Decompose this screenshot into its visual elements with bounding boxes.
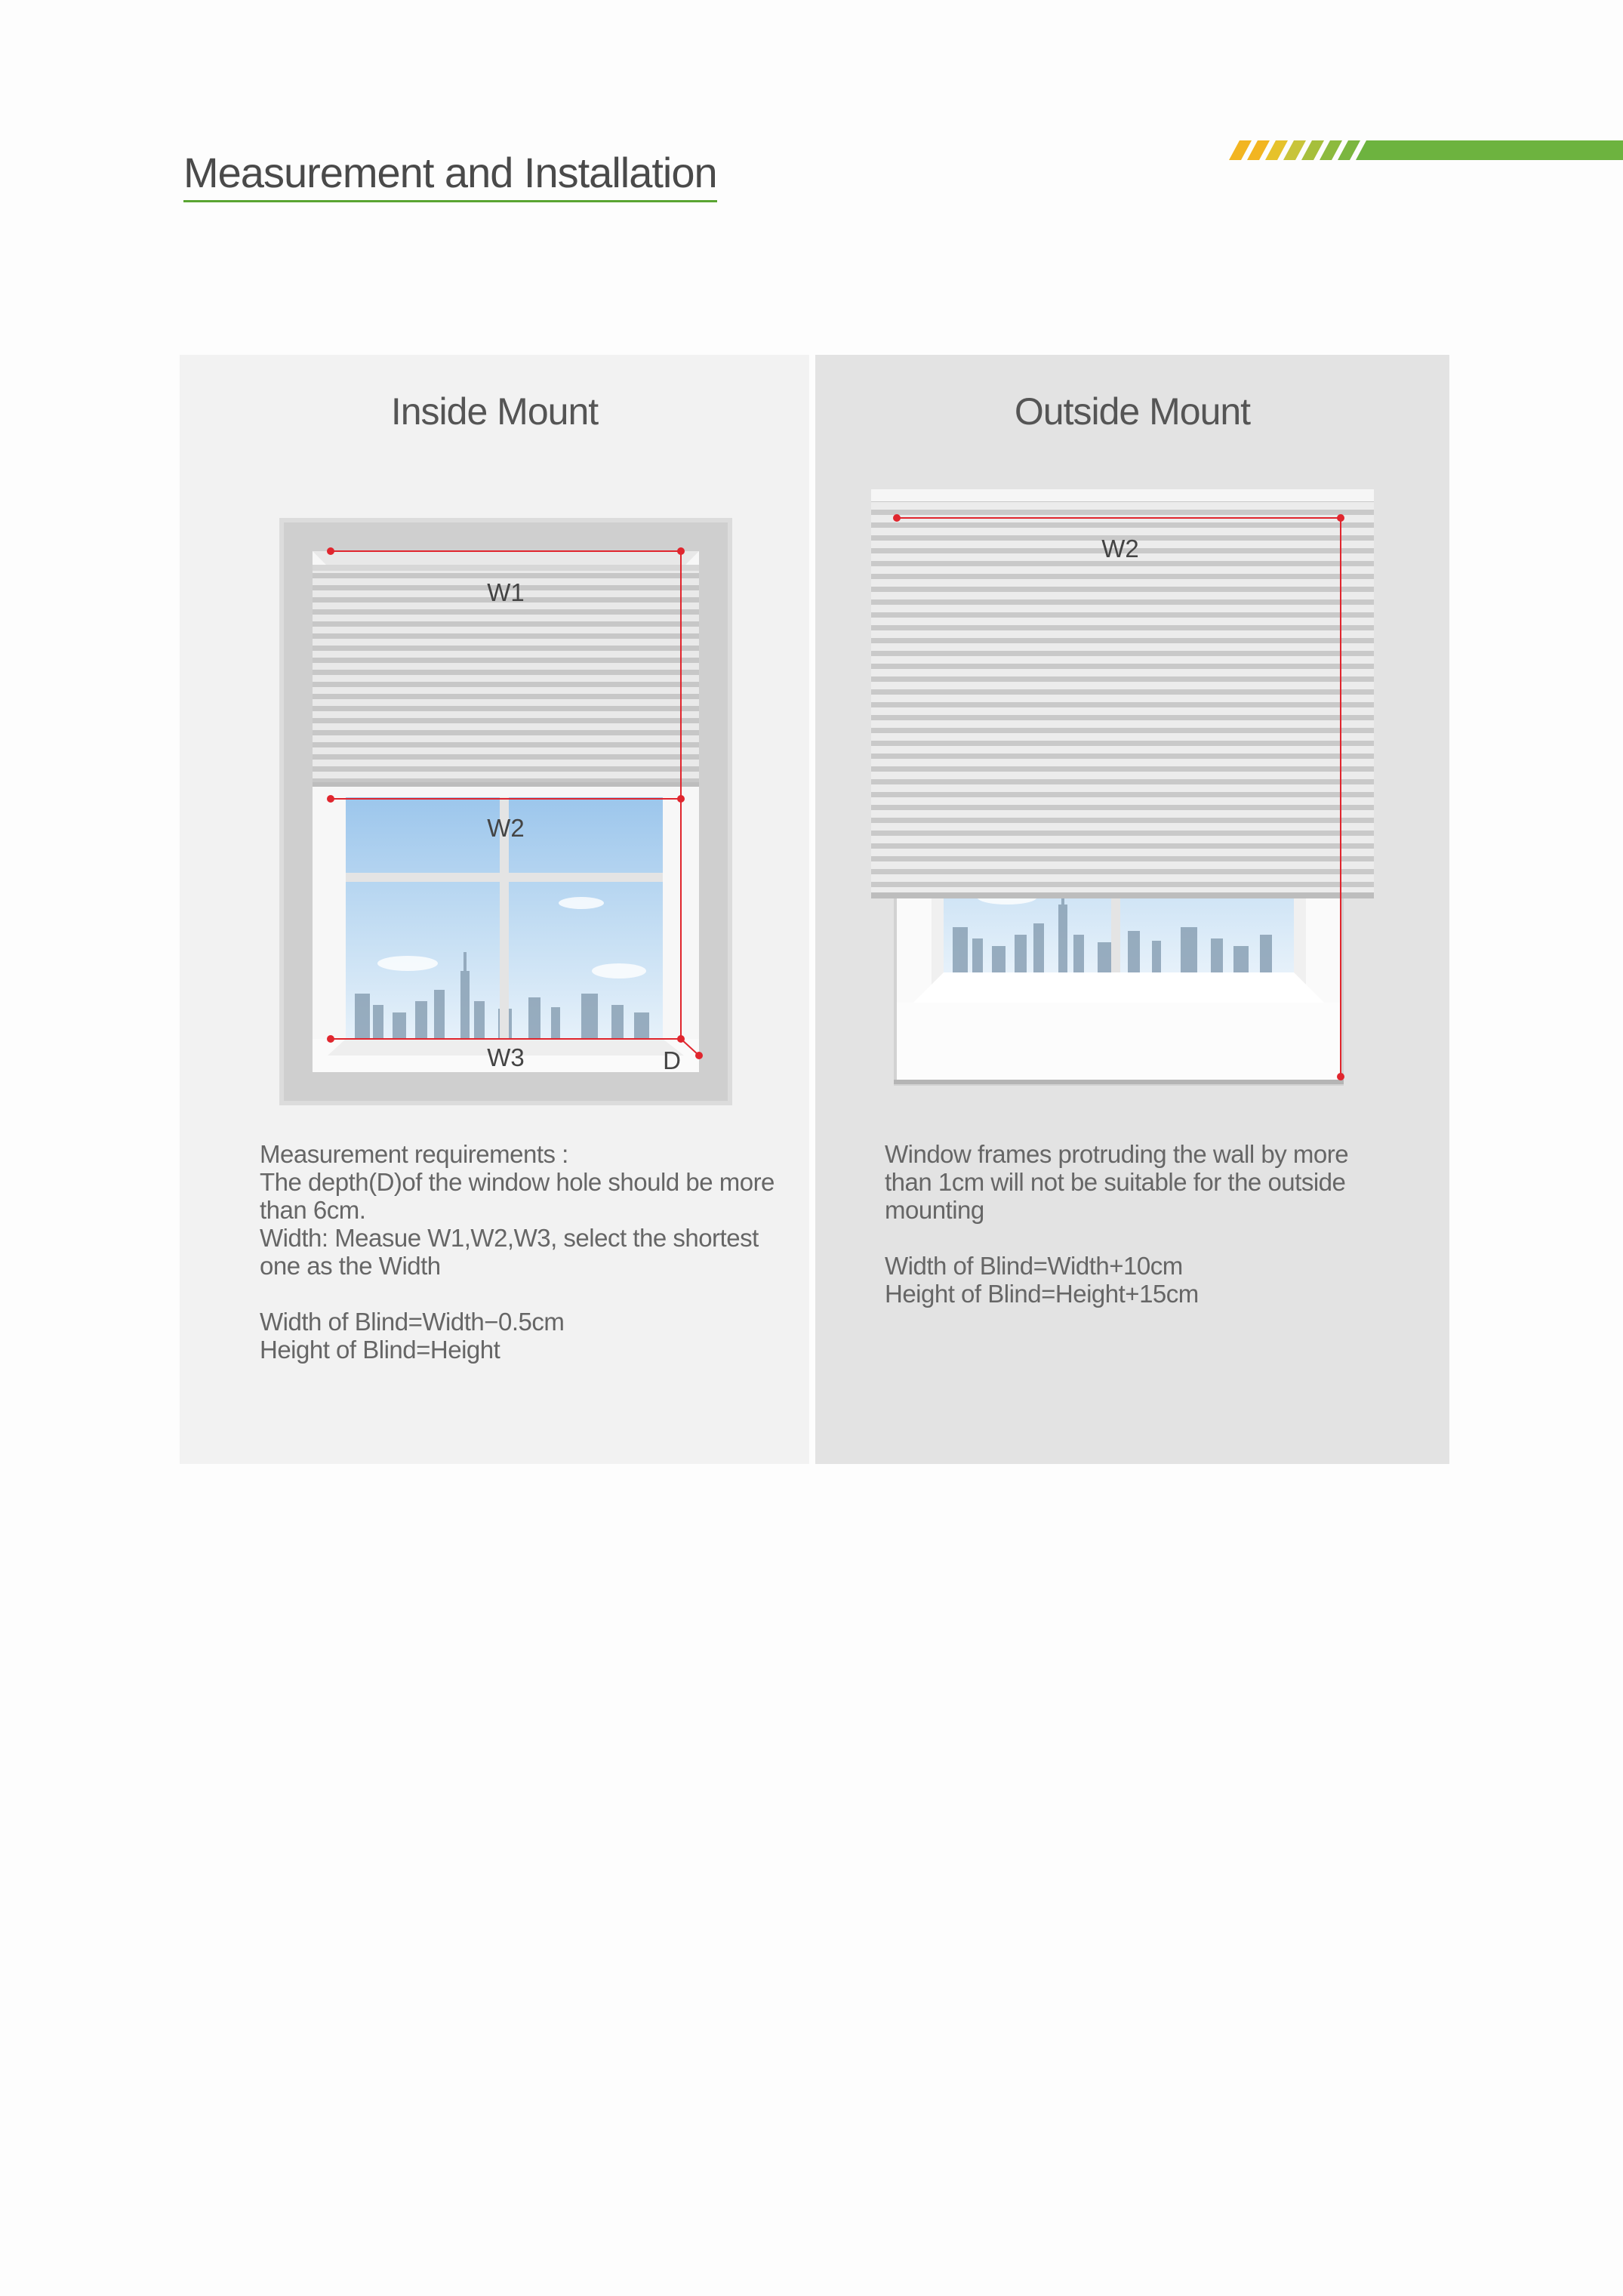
text-line: Width: Measue W1,W2,W3, select the shortest [260, 1224, 759, 1252]
formula-line: Width of Blind=Width+10cm [885, 1252, 1183, 1280]
text-line: than 6cm. [260, 1196, 366, 1224]
label-w3: W3 [487, 1043, 525, 1071]
formula-line: Height of Blind=Height+15cm [885, 1280, 1199, 1308]
text-line: mounting [885, 1196, 984, 1224]
label-w2: W2 [487, 814, 525, 842]
inside-mount-requirements [260, 1140, 803, 1364]
label-w2: W2 [1101, 535, 1139, 562]
label-d: D [663, 1046, 681, 1074]
inside-mount-illustration [279, 518, 732, 1105]
inside-mount-panel [180, 355, 809, 1464]
header-stripe-decoration [1229, 140, 1623, 160]
inside-mount-title: Inside Mount [390, 390, 599, 433]
outside-mount-panel [815, 355, 1449, 1464]
formula-line: Width of Blind=Width−0.5cm [260, 1308, 565, 1336]
outside-mount-title: Outside Mount [1014, 390, 1251, 433]
text-line: Measurement requirements : [260, 1140, 568, 1168]
outside-mount-illustration [871, 489, 1384, 1108]
label-w1: W1 [487, 578, 525, 606]
page-title: Measurement and Installation [183, 148, 717, 202]
text-line: Window frames protruding the wall by more [885, 1140, 1349, 1168]
text-line: than 1cm will not be suitable for the outside [885, 1168, 1346, 1196]
text-line: The depth(D)of the window hole should be more [260, 1168, 775, 1196]
formula-line: Height of Blind=Height [260, 1336, 500, 1364]
text-line: one as the Width [260, 1252, 441, 1280]
outside-mount-requirements [885, 1140, 1436, 1308]
